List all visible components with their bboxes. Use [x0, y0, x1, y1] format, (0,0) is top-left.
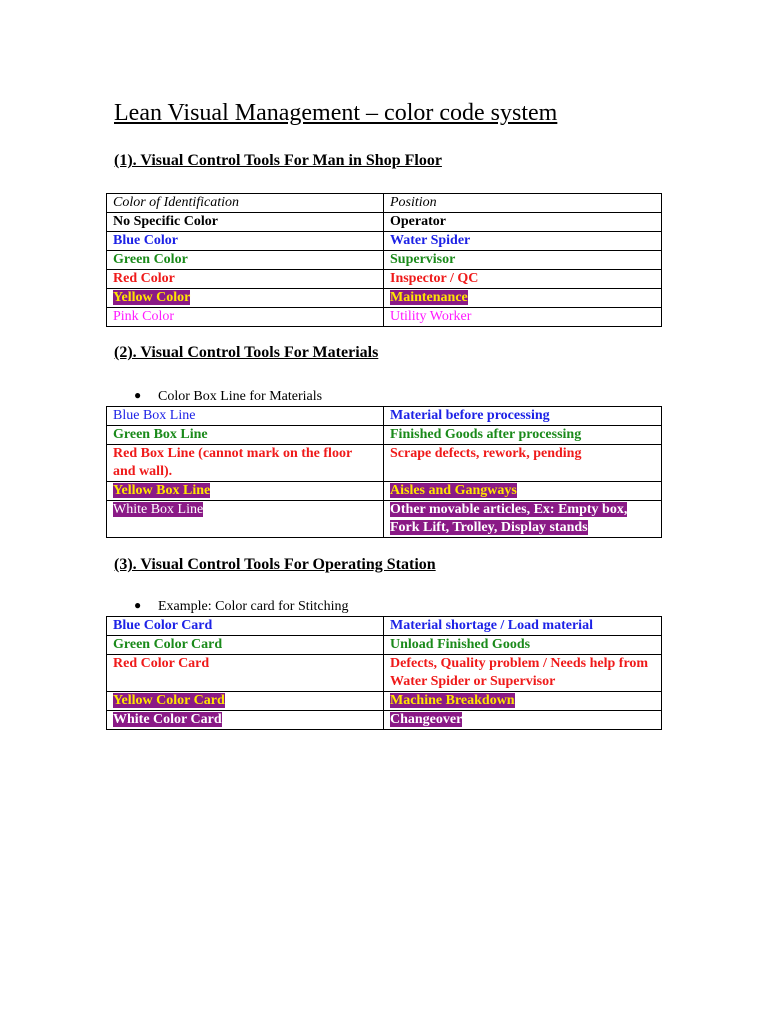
color-cell: Blue Box Line — [107, 407, 384, 426]
color-cell: Yellow Color — [107, 289, 384, 308]
table-row — [107, 711, 662, 730]
color-cell: Yellow Color Card — [107, 692, 384, 711]
position-cell: Utility Worker — [384, 308, 662, 327]
color-cell: Red Box Line (cannot mark on the floor and wall). — [107, 445, 384, 482]
position-cell: Inspector / QC — [384, 270, 662, 289]
table-row — [107, 445, 662, 482]
section-3-heading: (3). Visual Control Tools For Operating Station — [114, 556, 436, 573]
position-cell: Water Spider — [384, 232, 662, 251]
table-row — [107, 426, 662, 445]
table-row — [107, 213, 662, 232]
page-title: Lean Visual Management – color code system — [114, 100, 558, 126]
color-cell: Red Color — [107, 270, 384, 289]
table-row — [107, 501, 662, 538]
position-cell: Maintenance — [384, 289, 662, 308]
color-cell: Green Color — [107, 251, 384, 270]
color-cell: Blue Color — [107, 232, 384, 251]
table-operating-station — [106, 616, 662, 730]
table-header-row — [107, 194, 662, 213]
table-row — [107, 270, 662, 289]
section-1-heading: (1). Visual Control Tools For Man in Shop Floor — [114, 152, 442, 169]
table-row — [107, 289, 662, 308]
meaning-cell: Changeover — [384, 711, 662, 730]
meaning-cell: Defects, Quality problem / Needs help from Water Spider or Supervisor — [384, 655, 662, 692]
meaning-cell: Scrape defects, rework, pending — [384, 445, 662, 482]
table-row — [107, 692, 662, 711]
bullet-item: ● Color Box Line for Materials — [134, 388, 323, 404]
bullet-icon: ● — [134, 598, 142, 612]
table-row — [107, 232, 662, 251]
table-row — [107, 407, 662, 426]
color-cell: White Color Card — [107, 711, 384, 730]
table-row — [107, 251, 662, 270]
color-cell: No Specific Color — [107, 213, 384, 232]
table-row — [107, 617, 662, 636]
header-cell: Position — [384, 194, 662, 213]
meaning-cell: Material before processing — [384, 407, 662, 426]
section-2-heading: (2). Visual Control Tools For Materials — [114, 344, 379, 361]
meaning-cell: Unload Finished Goods — [384, 636, 662, 655]
color-cell: Pink Color — [107, 308, 384, 327]
color-cell: White Box Line — [107, 501, 384, 538]
meaning-cell: Other movable articles, Ex: Empty box, Fork Lift, Trolley, Display stands — [384, 501, 662, 538]
table-row — [107, 655, 662, 692]
color-cell: Red Color Card — [107, 655, 384, 692]
position-cell: Operator — [384, 213, 662, 232]
color-cell: Blue Color Card — [107, 617, 384, 636]
table-row — [107, 482, 662, 501]
color-cell: Green Box Line — [107, 426, 384, 445]
meaning-cell: Material shortage / Load material — [384, 617, 662, 636]
meaning-cell: Aisles and Gangways — [384, 482, 662, 501]
table-row — [107, 308, 662, 327]
color-cell: Green Color Card — [107, 636, 384, 655]
position-cell: Supervisor — [384, 251, 662, 270]
bullet-icon: ● — [134, 388, 142, 402]
meaning-cell: Machine Breakdown — [384, 692, 662, 711]
header-cell: Color of Identification — [107, 194, 384, 213]
table-man-shop-floor — [106, 193, 662, 327]
table-materials — [106, 406, 662, 538]
bullet-item: ● Example: Color card for Stitching — [134, 598, 349, 614]
meaning-cell: Finished Goods after processing — [384, 426, 662, 445]
color-cell: Yellow Box Line — [107, 482, 384, 501]
table-row — [107, 636, 662, 655]
